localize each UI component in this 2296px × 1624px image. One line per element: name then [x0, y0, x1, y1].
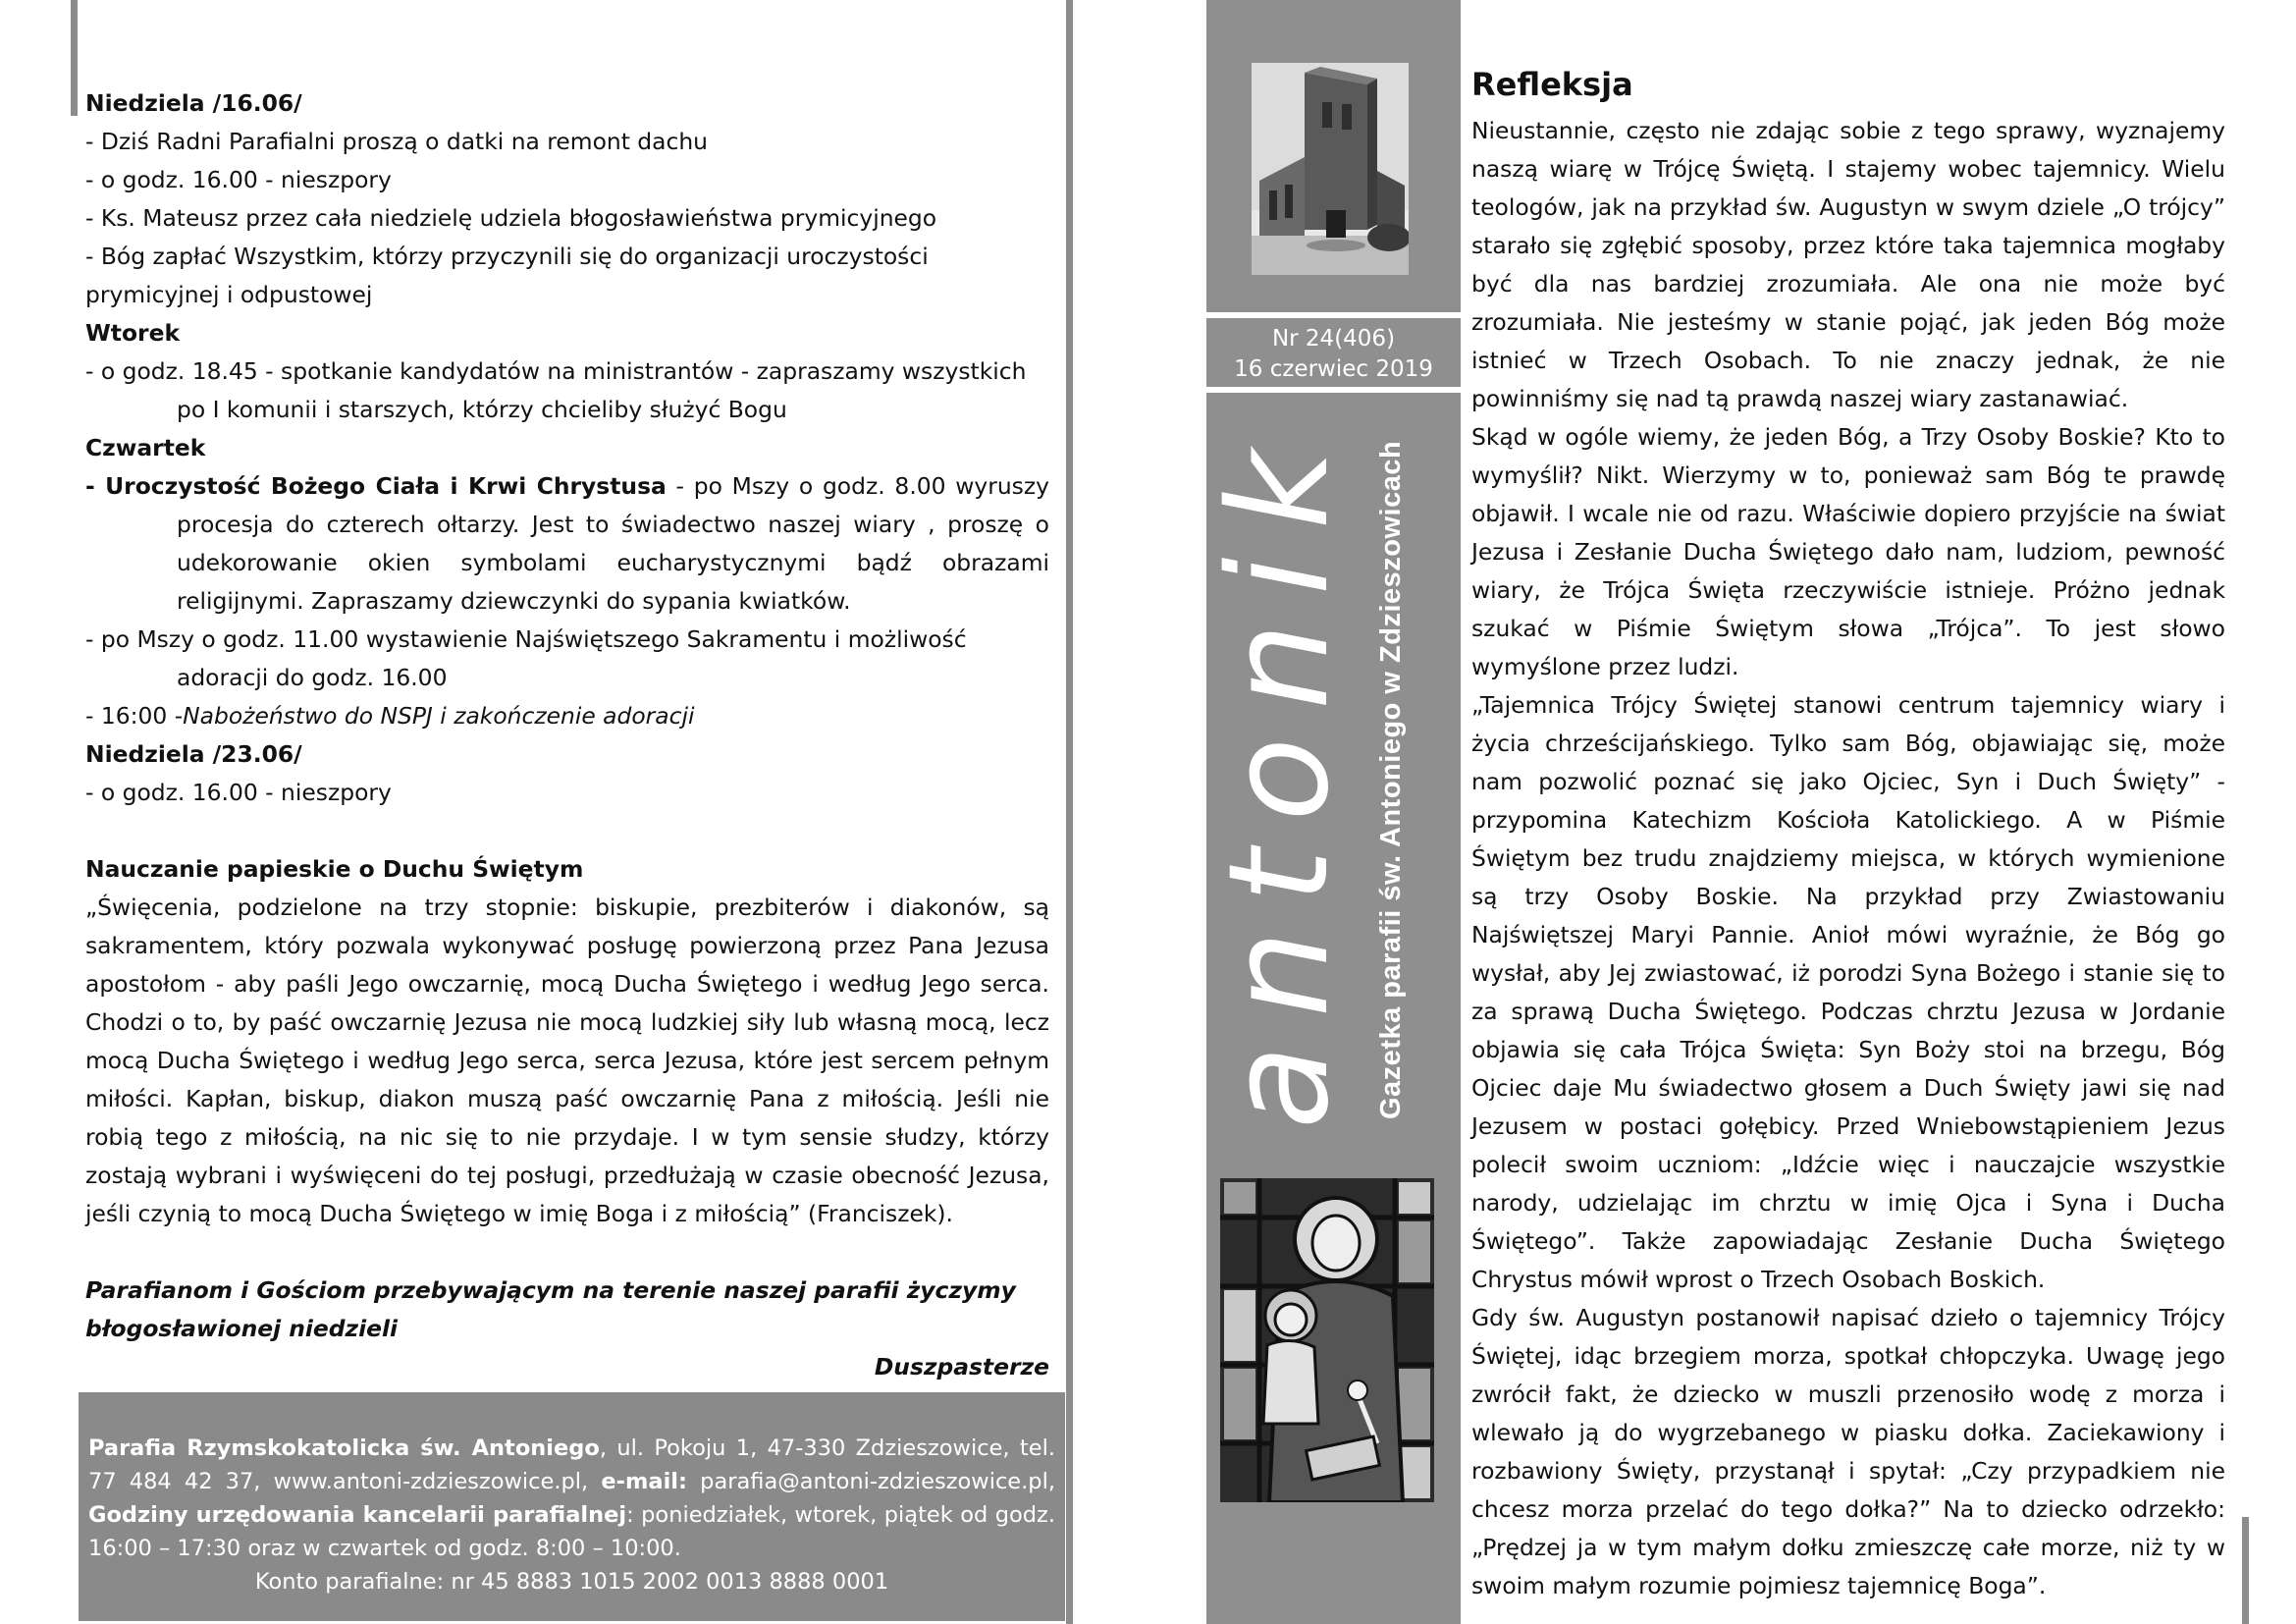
- announcements-column: [85, 84, 1049, 1386]
- office-hours-label: Godziny urzędowania kancelarii parafialnej: [88, 1502, 627, 1528]
- corpus-christi-label: - Uroczystość Bożego Ciała i Krwi Chrystusa: [85, 472, 667, 500]
- announcement-item: - o godz. 16.00 - nieszpory: [85, 166, 392, 193]
- reflection-heading: Refleksja: [1471, 66, 1633, 103]
- adoration-time: - 16:00 -: [85, 702, 184, 730]
- announcement-item: - Ks. Mateusz przez cała niedzielę udziela błogosławieństwa prymicyjnego: [85, 204, 937, 232]
- masthead-title-group: [1200, 422, 1462, 1129]
- reflection-paragraph: Nieustannie, często nie zdając sobie z tego sprawy, wyznajemy naszą wiarę w Trójcę Świętą. I stajemy wobec tajemnicy. Wielu teologów, jak na przykład św. Augustyn w swym dziele „O trójcy” starało się zgłębić sposoby, przez które taka tajemnica mogłaby być dla nas bardziej zrozumiała. Ale ona nie może być zrozumiała. Nie jesteśmy w stanie pojąć, jak jeden Bóg może istnieć w Trzech Osobach. To nie znaczy jednak, że nie powinniśmy się nad tą prawdą naszej wiary zastanawiać.: [1471, 117, 2225, 412]
- announcement-item: [85, 467, 1049, 621]
- left-edge-bar: [71, 0, 78, 116]
- announcement-item: - po Mszy o godz. 11.00 wystawienie Najświętszego Sakramentu i możliwość adoracji do godz. 16.00: [85, 625, 967, 691]
- announcement-item: - o godz. 16.00 - nieszpory: [85, 779, 392, 806]
- center-divider-bar: [1066, 0, 1073, 1624]
- announcement-item: - Bóg zapłać Wszystkim, którzy przyczynili się do organizacji uroczystości prymicyjnej i odpustowej: [85, 243, 929, 308]
- spacer: [85, 812, 1049, 850]
- issue-date: 16 czerwiec 2019: [1234, 356, 1433, 382]
- tuesday-heading: Wtorek: [85, 319, 181, 347]
- issue-number: Nr 24(406): [1271, 326, 1396, 352]
- church-photo-icon: [1252, 63, 1409, 275]
- teaching-heading: Nauczanie papieskie o Duchu Świętym: [85, 855, 584, 883]
- announcement-item: [85, 697, 1049, 735]
- parish-contact-footer: [79, 1392, 1065, 1621]
- reflection-column: [1471, 65, 2225, 1605]
- announcement-item: - Dziś Radni Parafialni proszą o datki na remont dachu: [85, 128, 709, 155]
- email-label: e-mail:: [601, 1469, 687, 1494]
- right-edge-bar: [2242, 1517, 2249, 1624]
- spacer: [85, 1233, 1049, 1272]
- office-hours: : poniedziałek, wtorek, piątek od godz. 16:00 – 17:30 oraz w czwartek od godz. 8:00 – 10:00.: [88, 1502, 1055, 1561]
- announcement-item: - o godz. 18.45 - spotkanie kandydatów na ministrantów - zapraszamy wszystkich po I komunii i starszych, którzy chcieliby służyć Bogu: [85, 357, 1027, 423]
- sunday1-heading: Niedziela /16.06/: [85, 89, 302, 117]
- masthead-subtitle: Gazetka parafii św. Antoniego w Zdzieszowicach: [1375, 440, 1407, 1119]
- contact-block: [88, 1432, 1055, 1565]
- email-address[interactable]: parafia@antoni-zdzieszowice.pl,: [687, 1469, 1055, 1494]
- stained-glass-saint-icon: [1220, 1178, 1434, 1502]
- signature: Duszpasterze: [874, 1353, 1049, 1380]
- sunday2-heading: Niedziela /23.06/: [85, 740, 302, 768]
- reflection-paragraph: „Tajemnica Trójcy Świętej stanowi centrum tajemnicy wiary i życia chrześcijańskiego. Tylko sam Bóg, objawiając się, może nam pozwolić poznać się jako Ojciec, Syn i Duch Święty” - przypomina Katechizm Kościoła Katolickiego. A w Piśmie Świętym bez trudu znajdziemy miejsca, w których wymienione są trzy Osoby Boskie. Na przykład przy Zwiastowaniu Najświętszej Maryi Pannie. Anioł mówi wyraźnie, że Bóg go wysłał, aby Jej zwiastować, iż porodzi Syna Bożego i stanie się to za sprawą Ducha Świętego. Podczas chrztu Jezusa w Jordanie objawia się cała Trójca Święta: Syn Boży stoi na brzegu, Bóg Ojciec daje Mu świadectwo głosem a Duch Święty jawi się nad Jezusem w postaci gołębicy. Przed Wniebowstąpieniem Jezus polecił swoim uczniom: „Idźcie więc i nauczajcie wszystkie narody, udzielając im chrztu w imię Ojca i Syna i Ducha Świętego”. Także zapowiadając Zesłanie Ducha Świętego Chrystus mówił wprost o Trzech Osobach Boskich.: [1471, 691, 2225, 1293]
- adoration-text: Nabożeństwo do NSPJ i zakończenie adoracji: [183, 702, 695, 730]
- parish-address: , ul. Pokoju 1, 47-330 Zdzieszowice, tel. 77 484 42 37, www.antoni-zdzieszowice.pl,: [88, 1435, 1055, 1494]
- teaching-text: „Święcenia, podzielone na trzy stopnie: biskupie, prezbiterów i diakonów, są sakramentem, który pozwala wykonywać posługę powierzoną przez Pana Jezusa apostołom - aby paśli Jego owczarnię, mocą Ducha Świętego i według Jego serca. Chodzi o to, by paść owczarnię Jezusa nie mocą ludzkiej siły lub własną mocą, lecz mocą Ducha Świętego i według Jego serca, serca Jezusa, które jest sercem pełnym miłości. Kapłan, biskup, diakon muszą paść owczarnię Pana z miłością. Jeśli nie robią tego z miłością, na nic się to nie przydaje. I w tym sensie słudzy, którzy zostają wybrani i wyświęceni do tej posługi, przedłużają w czasie obecność Jezusa, jeśli czynią to mocą Ducha Świętego w imię Boga i z miłością” (Franciszek).: [85, 893, 1049, 1227]
- parish-name: Parafia Rzymskokatolicka św. Antoniego: [88, 1435, 600, 1461]
- masthead-title: antonik: [1200, 422, 1360, 1129]
- reflection-paragraph: Skąd w ogóle wiemy, że jeden Bóg, a Trzy Osoby Boskie? Kto to wymyślił? Nikt. Wierzymy w to, ponieważ sam Bóg te prawdę objawił. I wcale nie od razu. Właściwie dopiero przyjście na świat Jezusa i Zesłanie Ducha Świętego dało nam, ludziom, pewność wiary, że Trójca Święta rzeczywiście istnieje. Próżno jednak szukać w Piśmie Świętym słowa „Trójca”. To jest słowo wymyślone przez ludzi.: [1471, 423, 2225, 680]
- bank-account: Konto parafialne: nr 45 8883 1015 2002 0013 8888 0001: [254, 1569, 889, 1595]
- thursday-heading: Czwartek: [85, 434, 206, 461]
- reflection-paragraph: Gdy św. Augustyn postanowił napisać dzieło o tajemnicy Trójcy Świętej, idąc brzegiem morza, spotkał chłopczyka. Uwagę jego zwrócił fakt, że dziecko w muszli przenosiło wodę z morza i wlewało ją do wygrzebanego w piasku dołka. Zaciekawiony i rozbawiony Święty, przystanął i spytał: „Czy przypadkiem nie chcesz morza przelać do tego dołka?” Na to dziecko odrzekło: „Prędzej ja w tym małym dołku zmieszczę całe morze, niż ty w swoim małym rozumie pojmiesz tajemnicę Boga”.: [1471, 1304, 2225, 1599]
- corpus-christi-text: - po Mszy o godz. 8.00 wyruszy procesja do czterech ołtarzy. Jest to świadectwo naszej wiary , proszę o udekorowanie okien symbolami eucharystycznymi bądź obrazami religijnymi. Zapraszamy dziewczynki do sypania kwiatków.: [177, 472, 1049, 615]
- sunday-wish: Parafianom i Gościom przebywającym na terenie naszej parafii życzymy błogosławionej niedzieli: [85, 1276, 1016, 1342]
- issue-info: [1206, 312, 1461, 393]
